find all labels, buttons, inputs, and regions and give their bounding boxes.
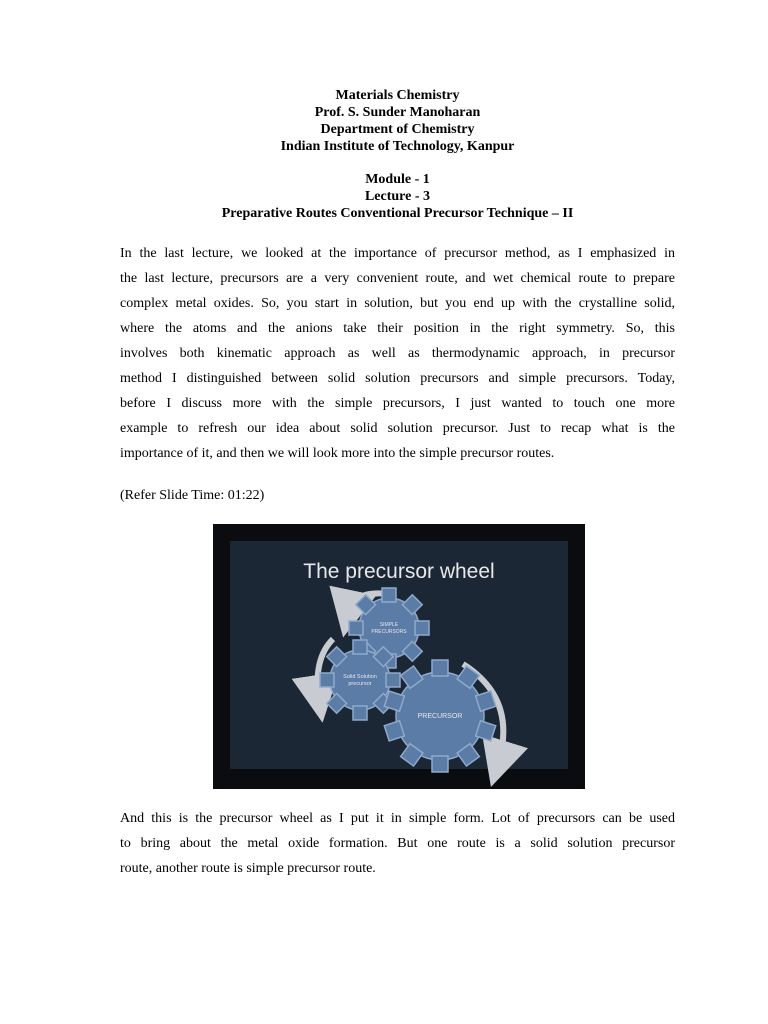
- department-name: Department of Chemistry: [320, 122, 475, 137]
- slide-title: The precursor wheel: [303, 560, 495, 583]
- lecture-info: [120, 171, 675, 222]
- gear-label-simple: SIMPLE: [379, 622, 399, 628]
- paragraph-line: route, another route is simple precursor route.: [120, 861, 376, 876]
- institute-name: Indian Institute of Technology, Kanpur: [280, 139, 515, 154]
- paragraph-line: to bring about the metal oxide formation. But one route is a solid solution precursor: [120, 836, 675, 851]
- paragraph-wheel: [120, 806, 675, 881]
- professor-name: Prof. S. Sunder Manoharan: [314, 105, 481, 120]
- lecture-topic: Preparative Routes Conventional Precursor Technique – II: [221, 206, 574, 221]
- paragraph-line: involves both kinematic approach as well as thermodynamic approach, in precursor: [120, 346, 675, 361]
- module-number: Module - 1: [365, 172, 430, 187]
- refer-slide-time: (Refer Slide Time: 01:22): [120, 488, 265, 503]
- slide-image: [213, 524, 585, 789]
- gear-label-precursor: PRECURSOR: [417, 713, 463, 720]
- paragraph-line: method I distinguished between solid solution precursors and simple precursors. Today,: [120, 371, 675, 386]
- precursor-wheel-diagram: [213, 524, 585, 789]
- paragraph-line: In the last lecture, we looked at the importance of precursor method, as I emphasized in: [120, 246, 675, 261]
- paragraph-line: And this is the precursor wheel as I put it in simple form. Lot of precursors can be used: [120, 811, 675, 826]
- paragraph-line: the last lecture, precursors are a very convenient route, and wet chemical route to prepare: [120, 271, 675, 286]
- lecture-number: Lecture - 3: [364, 189, 431, 204]
- paragraph-line: importance of it, and then we will look more into the simple precursor routes.: [120, 446, 555, 461]
- paragraph-line: before I discuss more with the simple precursors, I just wanted to touch one more: [120, 396, 675, 411]
- document-header: [120, 87, 675, 222]
- paragraph-line: complex metal oxides. So, you start in solution, but you end up with the crystalline solid,: [120, 296, 675, 311]
- gear-label-solid-solution: Solid Solution: [343, 674, 377, 680]
- paragraph-intro: [120, 241, 675, 466]
- gear-label-solid-solution: precursor: [348, 681, 372, 687]
- paragraph-line: example to refresh our idea about solid solution precursor. Just to recap what is the: [120, 421, 675, 436]
- paragraph-line: where the atoms and the anions take their position in the right symmetry. So, this: [120, 321, 675, 336]
- course-info: [120, 87, 675, 155]
- gear-label-simple: PRECURSORS: [371, 629, 407, 635]
- course-title: Materials Chemistry: [335, 88, 460, 103]
